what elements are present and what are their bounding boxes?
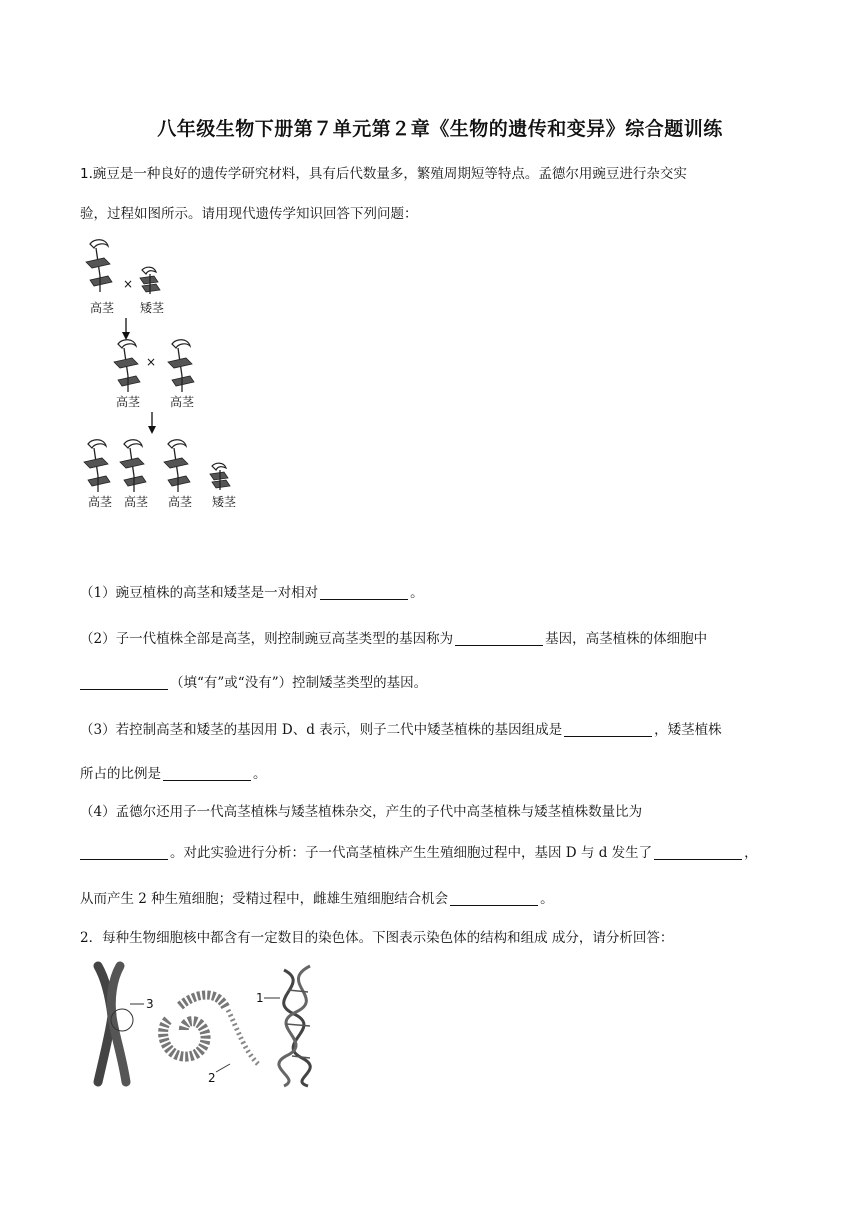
tall-plant-icon (86, 240, 112, 292)
tall-plant-icon (168, 340, 194, 392)
label-3: 3 (146, 997, 154, 1011)
coiled-fiber-icon (163, 995, 258, 1064)
gen3-label-2: 高茎 (124, 495, 149, 509)
q1-part1-text: （1）豌豆植株的高茎和矮茎是一对相对 (80, 585, 319, 601)
q1-stem-line-1 (80, 162, 687, 182)
q2-stem: 2．每种生物细胞核中都含有一定数目的染色体。下图表示染色体的结构和组成 成分，请分析回答： (80, 930, 674, 946)
cross-symbol: × (146, 355, 157, 369)
pea-cross-figure (80, 232, 250, 512)
answer-blank[interactable] (450, 891, 538, 906)
q1-part2-text-b: 基因，高茎植株的体细胞中 (545, 631, 708, 647)
answer-blank[interactable] (320, 585, 408, 600)
answer-blank[interactable] (455, 631, 543, 646)
q1-part3-text-b: ，矮茎植株 (654, 722, 722, 738)
tall-plant-icon (114, 340, 140, 392)
q1-part2-text-a: （2）子一代植株全部是高茎，则控制豌豆高茎类型的基因称为 (80, 631, 454, 647)
q1-part3-text-d: 。 (253, 766, 267, 782)
gen2-label-1: 高茎 (116, 395, 141, 409)
q1-part4-text-b: 。对此实验进行分析：子一代高茎植株产生生殖细胞过程中，基因 D 与 d 发生了 (170, 845, 653, 861)
arrowhead-icon (122, 332, 130, 340)
q1-part4-text-d: 从而产生 2 种生殖细胞；受精过程中，雌雄生殖细胞结合机会 (80, 891, 449, 907)
q1-part2-text-c: （填“有”或“没有”）控制矮茎类型的基因。 (170, 675, 428, 691)
q1-part2-line2 (80, 671, 427, 691)
label-1: 1 (256, 991, 264, 1005)
gen1-label-2: 矮茎 (140, 301, 165, 315)
label-2: 2 (208, 1071, 216, 1085)
q1-part4-line3 (80, 887, 554, 907)
q1-part3-text-c: 所占的比例是 (80, 766, 161, 782)
answer-blank[interactable] (80, 845, 168, 860)
tall-plant-icon (164, 440, 190, 492)
q1-part4-line1: （4）孟德尔还用子一代高茎植株与矮茎植株杂交，产生的子代中高茎植株与矮茎植株数量比为 (80, 804, 643, 820)
answer-blank[interactable] (80, 675, 168, 690)
q1-part4-text-e: 。 (540, 891, 554, 907)
q1-number: 1 (80, 166, 89, 182)
gen3-label-4: 矮茎 (212, 495, 237, 509)
answer-blank[interactable] (163, 766, 251, 781)
q1-part1-end: 。 (410, 585, 424, 601)
tall-plant-icon (120, 440, 146, 492)
chromosome-structure-figure (88, 960, 338, 1090)
q1-stem-line-2: 验，过程如图所示。请用现代遗传学知识回答下列问题： (80, 206, 418, 222)
short-plant-icon (210, 463, 230, 490)
chromosome-icon (98, 966, 133, 1082)
answer-blank[interactable] (564, 722, 652, 737)
q1-part2-line1 (80, 627, 707, 647)
tall-plant-icon (84, 440, 110, 492)
q1-part3-line1 (80, 718, 722, 738)
q1-part1 (80, 581, 424, 601)
gen3-label-3: 高茎 (168, 495, 193, 509)
page-title: 八年级生物下册第７单元第２章《生物的遗传和变异》综合题训练 (157, 118, 723, 140)
gen1-label-1: 高茎 (90, 301, 115, 315)
gen2-label-2: 高茎 (170, 395, 195, 409)
q1-part4-line2 (80, 841, 758, 861)
q1-part3-text-a: （3）若控制高茎和矮茎的基因用 D、d 表示，则子二代中矮茎植株的基因组成是 (80, 722, 563, 738)
leader-line (216, 1064, 230, 1072)
q1-part3-line2 (80, 762, 267, 782)
arrowhead-icon (148, 426, 156, 434)
cross-symbol: × (123, 277, 134, 291)
q1-part4-text-c: ， (744, 845, 758, 861)
gen3-label-1: 高茎 (88, 495, 113, 509)
q1-stem-text-1: .豌豆是一种良好的遗传学研究材料，具有后代数量多，繁殖周期短等特点。孟德尔用豌豆进行杂交实 (88, 166, 687, 182)
short-plant-icon (140, 267, 160, 294)
answer-blank[interactable] (654, 845, 742, 860)
dna-helix-icon (279, 966, 310, 1086)
